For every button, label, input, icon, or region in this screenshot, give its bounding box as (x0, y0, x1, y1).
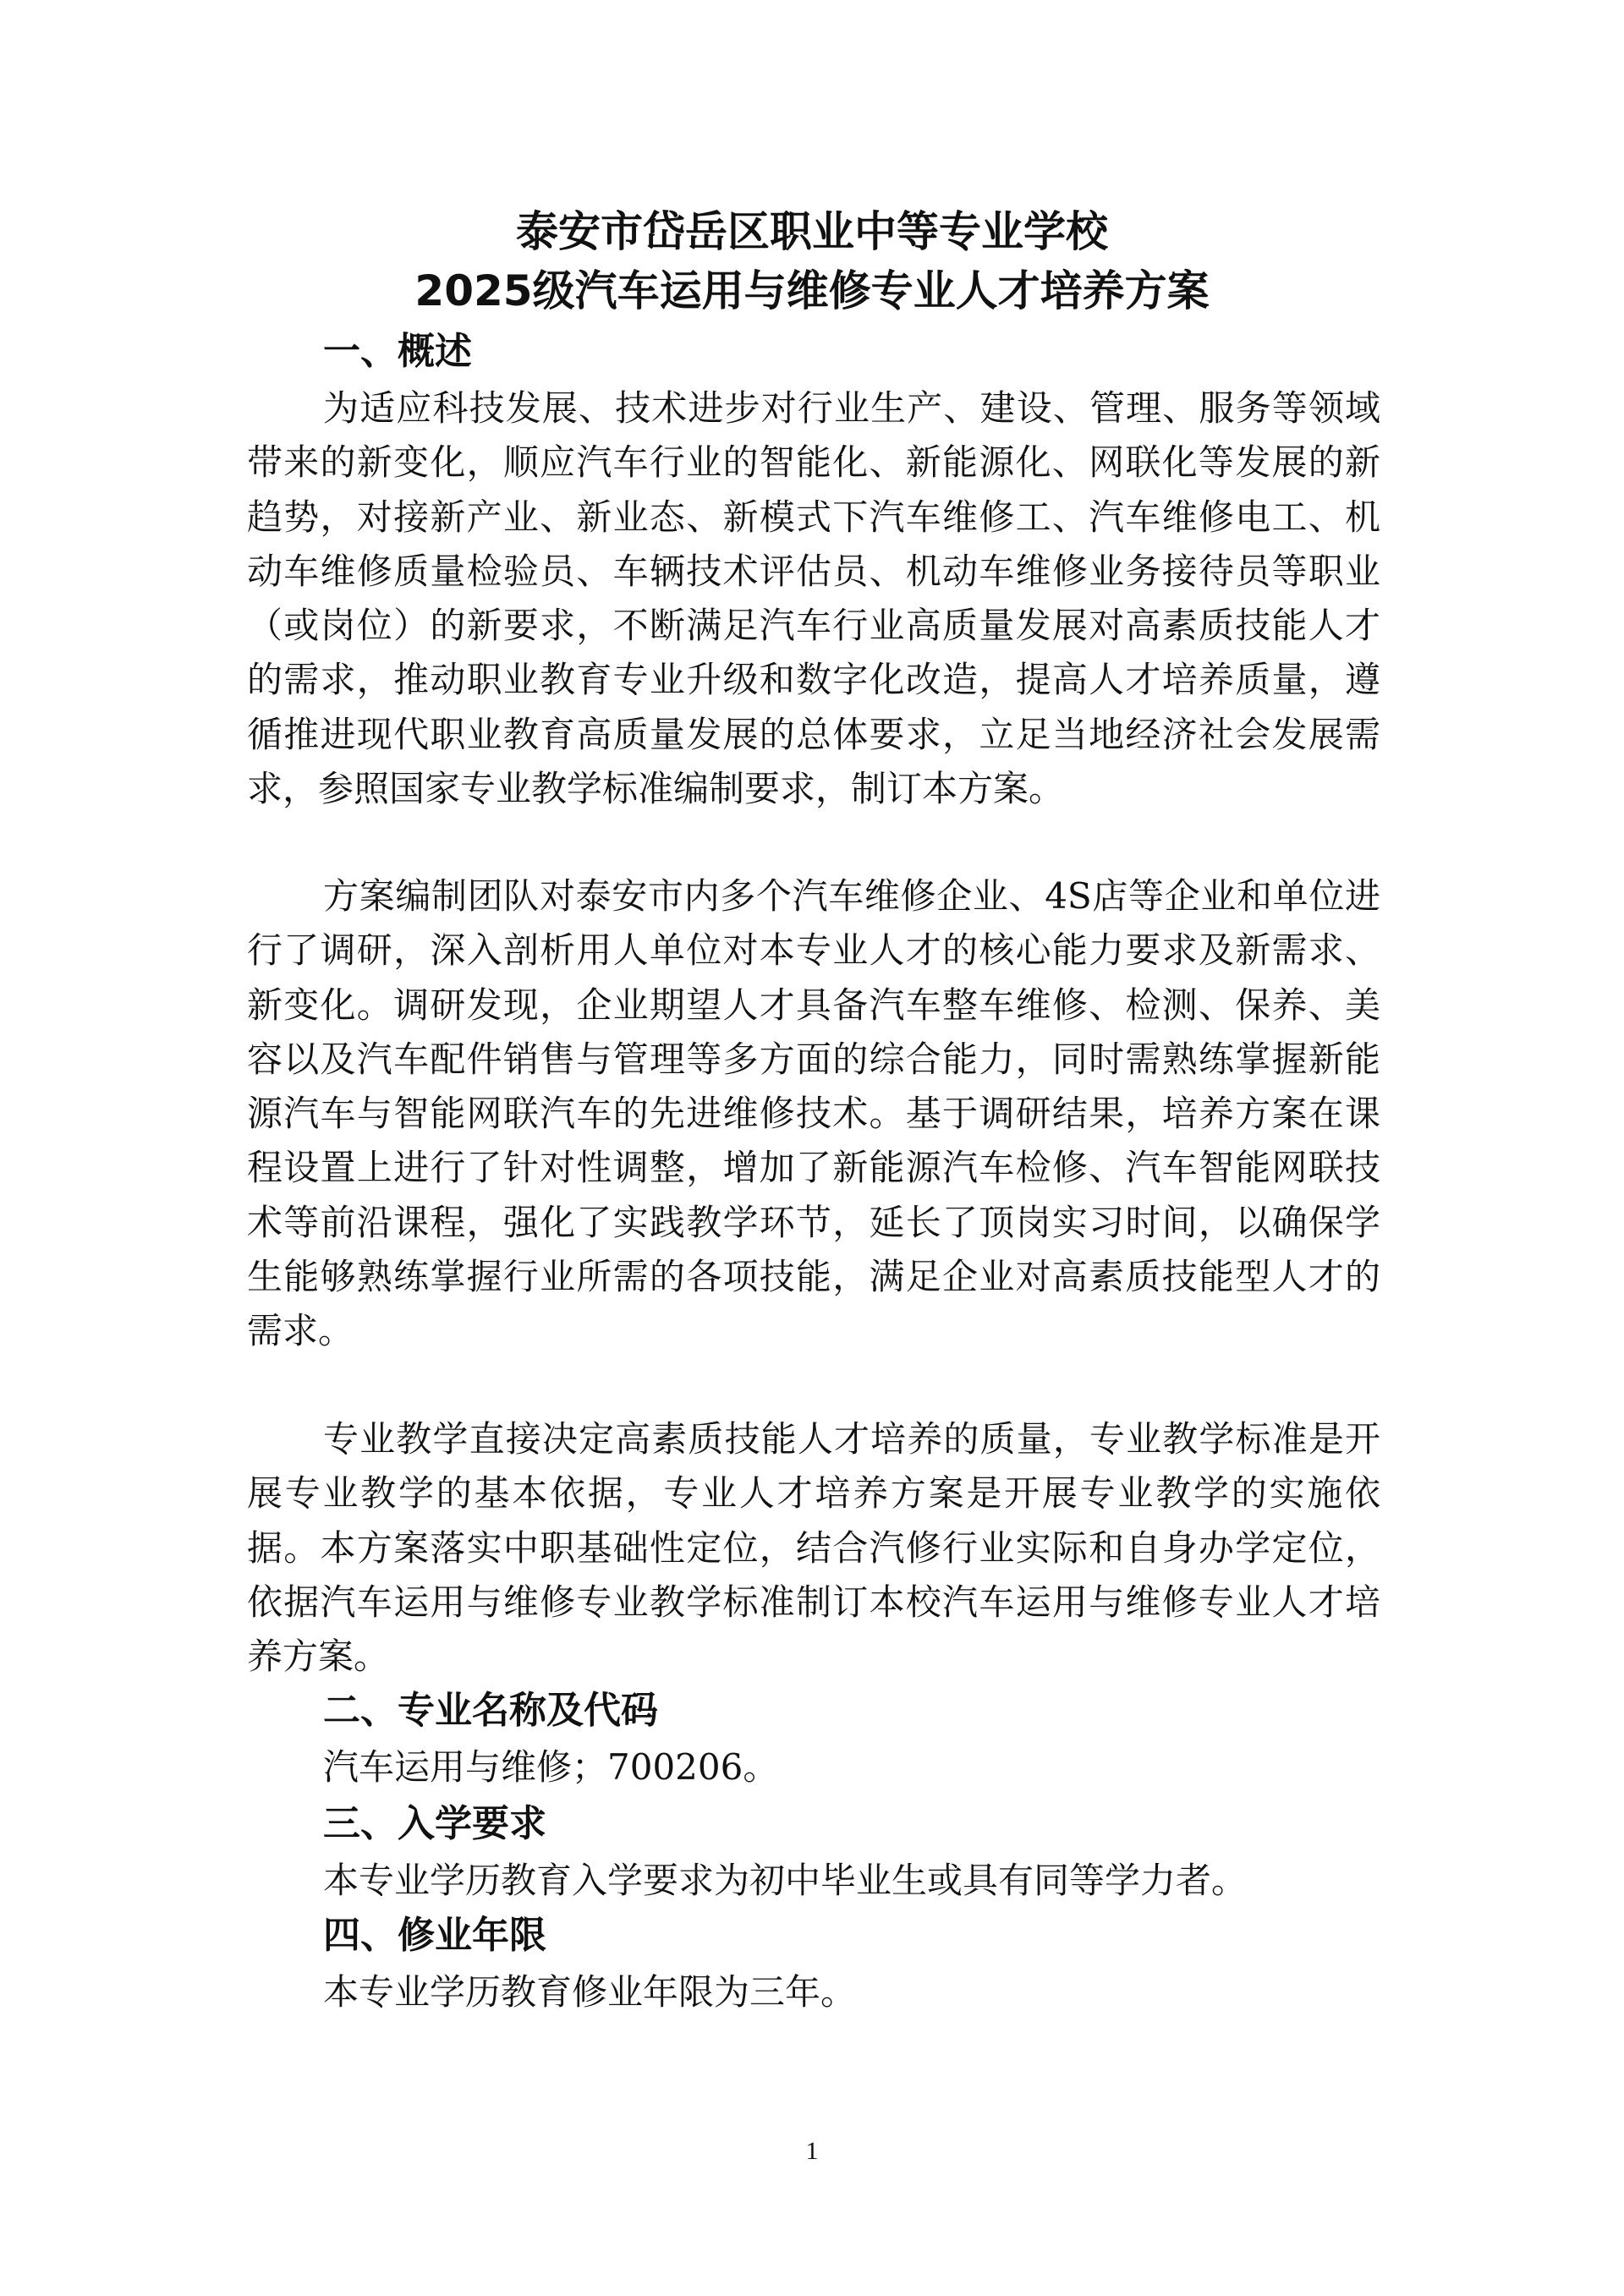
duration-text: 本专业学历教育修业年限为三年。 (323, 1971, 857, 2013)
section-heading-admission: 三、入学要求 (323, 1802, 546, 1845)
overview-paragraph-3: 专业教学直接决定高素质技能人才培养的质量，专业教学标准是开展专业教学的基本依据，专业人才培养方案是开展专业教学的实施依据。本方案落实中职基础性定位，结合汽修行业实际和自身办学定位，依据汽车运用与维修专业教学标准制订本校汽车运用与维修专业人才培养方案。 (247, 1418, 1380, 1678)
section-heading-overview: 一、概述 (323, 330, 472, 373)
section-heading-major-code: 二、专业名称及代码 (323, 1689, 658, 1732)
major-code-text: 汽车运用与维修；700206。 (323, 1746, 779, 1788)
admission-text: 本专业学历教育入学要求为初中毕业生或具有同等学力者。 (323, 1860, 1248, 1901)
overview-paragraph-1: 为适应科技发展、技术进步对行业生产、建设、管理、服务等领域带来的新变化，顺应汽车行业的智能化、新能源化、网联化等发展的新趋势，对接新产业、新业态、新模式下汽车维修工、汽车维修电工、机动车维修质量检验员、车辆技术评估员、机动车维修业务接待员等职业（或岗位）的新要求，不断满足汽车行业高质量发展对高素质技能人才的需求，推动职业教育专业升级和数字化改造，提高人才培养质量，遵循推进现代职业教育高质量发展的总体要求，立足当地经济社会发展需求，参照国家专业教学标准编制要求，制订本方案。 (247, 387, 1380, 810)
page-number: 1 (805, 2137, 819, 2165)
document-title-plan: 2025级汽车运用与维修专业人才培养方案 (414, 266, 1210, 315)
document-title-school: 泰安市岱岳区职业中等专业学校 (516, 207, 1108, 256)
section-heading-duration: 四、修业年限 (323, 1914, 546, 1957)
overview-paragraph-2: 方案编制团队对泰安市内多个汽车维修企业、4S店等企业和单位进行了调研，深入剖析用人单位对本专业人才的核心能力要求及新需求、新变化。调研发现，企业期望人才具备汽车整车维修、检测、保养、美容以及汽车配件销售与管理等多方面的综合能力，同时需熟练掌握新能源汽车与智能网联汽车的先进维修技术。基于调研结果，培养方案在课程设置上进行了针对性调整，增加了新能源汽车检修、汽车智能网联技术等前沿课程，强化了实践教学环节，延长了顶岗实习时间，以确保学生能够熟练掌握行业所需的各项技能，满足企业对高素质技能型人才的需求。 (247, 875, 1380, 1352)
